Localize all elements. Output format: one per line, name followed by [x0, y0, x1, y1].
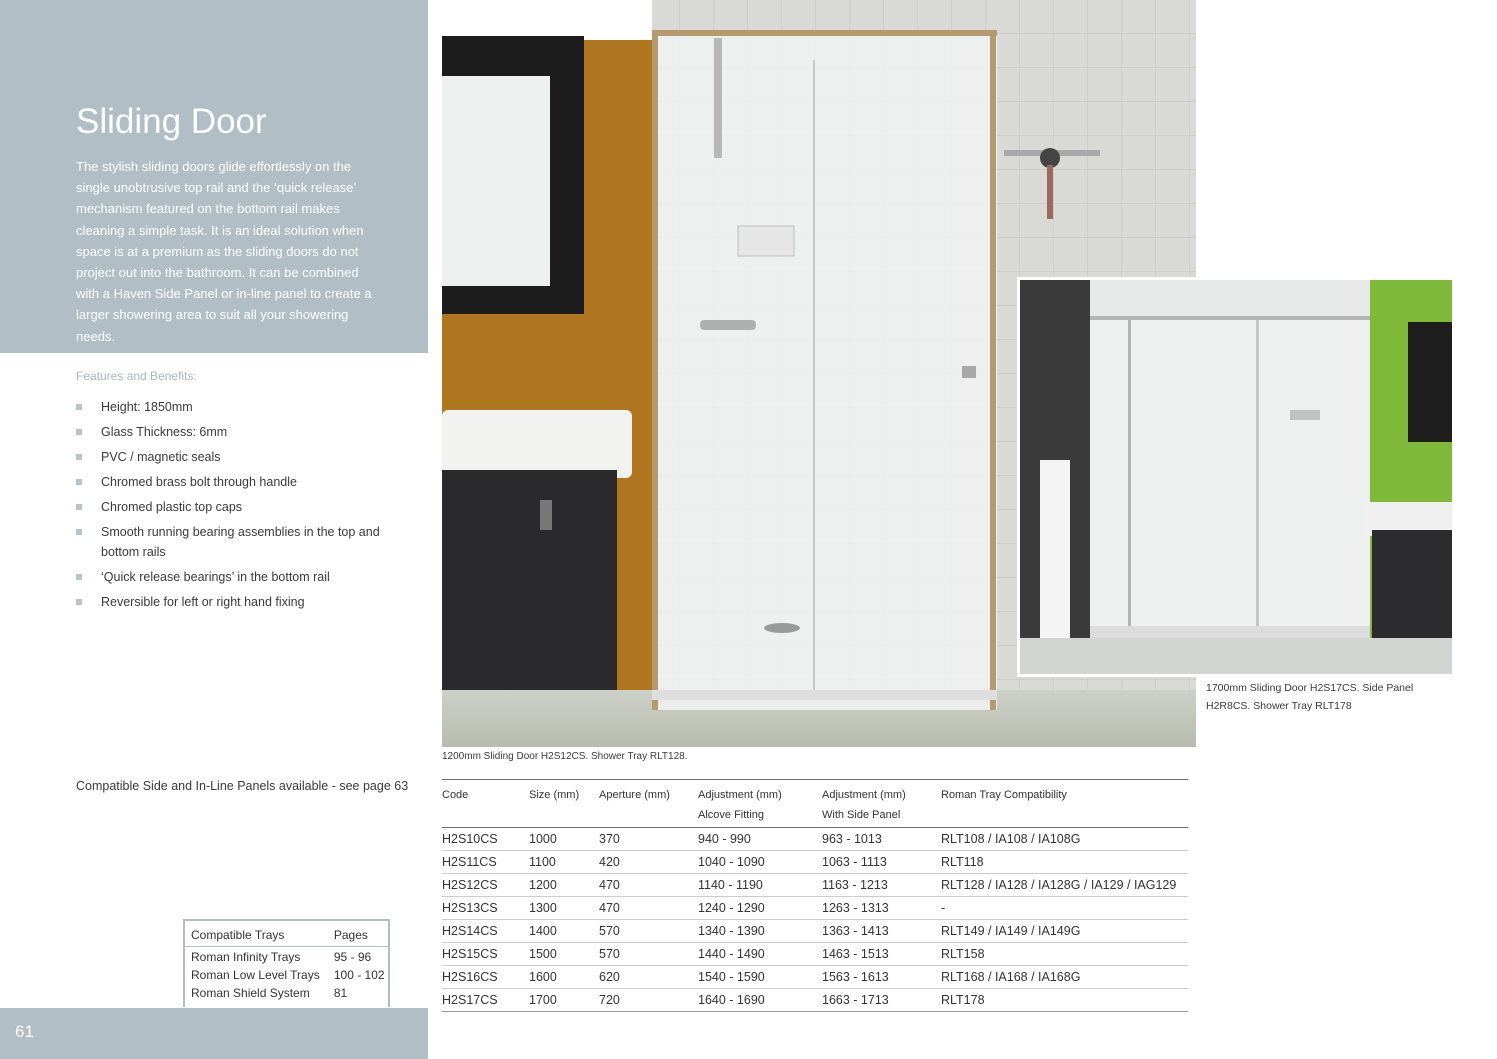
- main-photo-caption: 1200mm Sliding Door H2S12CS. Shower Tray RLT128.: [442, 751, 688, 762]
- tray-row: Roman Shield System 81: [191, 986, 348, 1000]
- feature-item: PVC / magnetic seals: [76, 447, 406, 467]
- table-row: H2S13CS 1300 470 1240 - 1290 1263 - 1313 -: [442, 897, 1188, 920]
- spec-header-size: Size (mm): [529, 780, 599, 806]
- square-bullet-icon: [76, 599, 82, 605]
- square-bullet-icon: [76, 454, 82, 460]
- table-row: H2S12CS 1200 470 1140 - 1190 1163 - 1213 RLT128 / IA128 / IA128G / IA129 / IAG129: [442, 874, 1188, 897]
- square-bullet-icon: [76, 529, 82, 535]
- compatible-trays-table: [185, 921, 388, 1001]
- page-footer: [0, 1008, 428, 1059]
- spec-header-code: Code: [442, 780, 529, 806]
- feature-item: Height: 1850mm: [76, 397, 406, 417]
- page-number: 61: [15, 1022, 34, 1041]
- inset-photo-frame: [1020, 280, 1452, 674]
- hero-panel: [0, 0, 428, 353]
- square-bullet-icon: [76, 504, 82, 510]
- inset-product-photo: [1017, 277, 1454, 677]
- square-bullet-icon: [76, 479, 82, 485]
- inset-photo-caption: 1700mm Sliding Door H2S17CS. Side Panel H2R8CS. Shower Tray RLT178: [1206, 682, 1414, 712]
- table-row: H2S17CS 1700 720 1640 - 1690 1663 - 1713 RLT178: [442, 989, 1188, 1012]
- spec-header-tray-compat: Roman Tray Compatibility: [941, 780, 1188, 806]
- page-title: Sliding Door: [76, 102, 267, 141]
- features-list: [76, 397, 406, 617]
- square-bullet-icon: [76, 404, 82, 410]
- features-heading: Features and Benefits:: [76, 369, 197, 383]
- table-row: H2S15CS 1500 570 1440 - 1490 1463 - 1513 RLT158: [442, 943, 1188, 966]
- trays-header-name: Compatible Trays: [185, 921, 328, 947]
- spec-subheader-side-panel: With Side Panel: [822, 805, 941, 828]
- spec-header-adjustment-alcove: Adjustment (mm): [698, 780, 822, 806]
- square-bullet-icon: [76, 574, 82, 580]
- inset-scene-illustration: [1020, 280, 1452, 674]
- spec-header-row: [442, 780, 1188, 806]
- specification-table: [442, 779, 1188, 1012]
- spec-header-adjustment-side-panel: Adjustment (mm): [822, 780, 941, 806]
- trays-header-pages: Pages: [328, 921, 388, 947]
- tray-row: Roman Infinity Trays 95 - 96: [191, 950, 372, 964]
- hero-description: The stylish sliding doors glide effortlessly on the single unobtrusive top rail and the ‘quick release’ mechanism featured on the bottom rail makes cleaning a simple task. It is an ideal solution when space is at a premium as the sliding doors do not project out into the bathroom. It can be combined with a Haven Side Panel or in-line panel to create a larger showering area to suit all your showering needs.: [76, 159, 372, 344]
- table-row: H2S16CS 1600 620 1540 - 1590 1563 - 1613 RLT168 / IA168 / IA168G: [442, 966, 1188, 989]
- tray-row: Roman Low Level Trays 100 - 102: [191, 968, 385, 982]
- feature-item: Smooth running bearing assemblies in the top and bottom rails: [76, 522, 406, 562]
- table-row: H2S11CS 1100 420 1040 - 1090 1063 - 1113 RLT118: [442, 851, 1188, 874]
- spec-subheader-alcove: Alcove Fitting: [698, 805, 822, 828]
- compatible-panels-note: Compatible Side and In-Line Panels available - see page 63: [76, 779, 409, 793]
- spec-header-aperture: Aperture (mm): [599, 780, 698, 806]
- table-row: H2S10CS 1000 370 940 - 990 963 - 1013 RLT108 / IA108 / IA108G: [442, 828, 1188, 851]
- spec-subheader-row: [442, 805, 1188, 828]
- feature-item: ‘Quick release bearings’ in the bottom rail: [76, 567, 406, 587]
- table-row: H2S14CS 1400 570 1340 - 1390 1363 - 1413 RLT149 / IA149 / IA149G: [442, 920, 1188, 943]
- feature-item: Chromed plastic top caps: [76, 497, 406, 517]
- feature-item: Reversible for left or right hand fixing: [76, 592, 406, 612]
- square-bullet-icon: [76, 429, 82, 435]
- feature-item: Glass Thickness: 6mm: [76, 422, 406, 442]
- compatible-trays-box: [183, 919, 390, 1007]
- feature-item: Chromed brass bolt through handle: [76, 472, 406, 492]
